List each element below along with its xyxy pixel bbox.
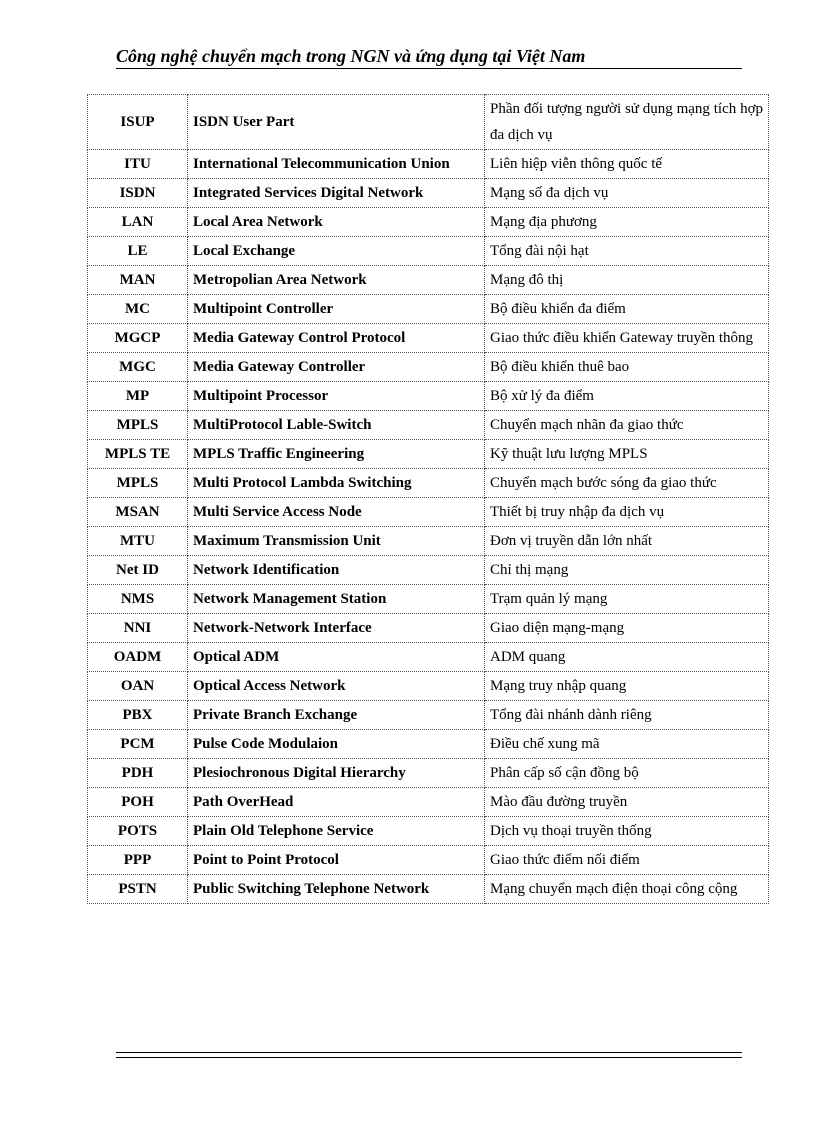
full-term-cell: Integrated Services Digital Network xyxy=(188,179,485,208)
vietnamese-meaning-cell: Giao thức điều khiển Gateway truyền thông xyxy=(485,324,769,353)
vietnamese-meaning-cell: Liên hiệp viễn thông quốc tế xyxy=(485,150,769,179)
vietnamese-meaning-cell: Bộ xử lý đa điểm xyxy=(485,382,769,411)
full-term-cell: Optical Access Network xyxy=(188,672,485,701)
table-row xyxy=(88,95,769,150)
abbreviation-cell: ITU xyxy=(88,150,188,179)
table-row xyxy=(88,237,769,266)
abbreviation-cell: MGC xyxy=(88,353,188,382)
full-term-cell: International Telecommunication Union xyxy=(188,150,485,179)
vietnamese-meaning-cell: Điều chế xung mã xyxy=(485,730,769,759)
abbreviation-cell: MP xyxy=(88,382,188,411)
table-row xyxy=(88,875,769,904)
vietnamese-meaning-cell: Giao diện mạng-mạng xyxy=(485,614,769,643)
vietnamese-meaning-cell: Tổng đài nội hạt xyxy=(485,237,769,266)
abbreviation-cell: OADM xyxy=(88,643,188,672)
vietnamese-meaning-cell: Mào đầu đường truyền xyxy=(485,788,769,817)
table-row xyxy=(88,266,769,295)
abbreviation-cell: MGCP xyxy=(88,324,188,353)
table-row xyxy=(88,730,769,759)
table-row xyxy=(88,353,769,382)
abbreviation-cell: POH xyxy=(88,788,188,817)
full-term-cell: Multi Service Access Node xyxy=(188,498,485,527)
abbreviation-cell: MTU xyxy=(88,527,188,556)
abbreviation-cell: MPLS xyxy=(88,411,188,440)
table-row xyxy=(88,614,769,643)
abbreviation-cell: MSAN xyxy=(88,498,188,527)
full-term-cell: Optical ADM xyxy=(188,643,485,672)
abbreviation-cell: MPLS xyxy=(88,469,188,498)
vietnamese-meaning-cell: Chuyển mạch nhãn đa giao thức xyxy=(485,411,769,440)
table-row xyxy=(88,643,769,672)
full-term-cell: Media Gateway Control Protocol xyxy=(188,324,485,353)
vietnamese-meaning-cell: Mạng địa phương xyxy=(485,208,769,237)
full-term-cell: Metropolian Area Network xyxy=(188,266,485,295)
vietnamese-meaning-cell: Thiết bị truy nhập đa dịch vụ xyxy=(485,498,769,527)
abbreviation-cell: MC xyxy=(88,295,188,324)
page-header xyxy=(116,44,742,68)
table-row xyxy=(88,208,769,237)
full-term-cell: Public Switching Telephone Network xyxy=(188,875,485,904)
table-row xyxy=(88,788,769,817)
table-row xyxy=(88,324,769,353)
full-term-cell: Path OverHead xyxy=(188,788,485,817)
vietnamese-meaning-cell: Phân cấp số cận đồng bộ xyxy=(485,759,769,788)
full-term-cell: Network Identification xyxy=(188,556,485,585)
full-term-cell: Network-Network Interface xyxy=(188,614,485,643)
full-term-cell: MultiProtocol Lable-Switch xyxy=(188,411,485,440)
vietnamese-meaning-cell: Mạng chuyển mạch điện thoại công cộng xyxy=(485,875,769,904)
vietnamese-meaning-cell: Chuyển mạch bước sóng đa giao thức xyxy=(485,469,769,498)
full-term-cell: MPLS Traffic Engineering xyxy=(188,440,485,469)
abbreviation-cell: ISDN xyxy=(88,179,188,208)
full-term-cell: Point to Point Protocol xyxy=(188,846,485,875)
vietnamese-meaning-cell: Đơn vị truyền dẫn lớn nhất xyxy=(485,527,769,556)
table-row xyxy=(88,701,769,730)
abbreviation-cell: PPP xyxy=(88,846,188,875)
full-term-cell: Private Branch Exchange xyxy=(188,701,485,730)
abbreviation-cell: NNI xyxy=(88,614,188,643)
vietnamese-meaning-cell: Bộ điều khiển thuê bao xyxy=(485,353,769,382)
full-term-cell: Network Management Station xyxy=(188,585,485,614)
table-row xyxy=(88,556,769,585)
full-term-cell: Local Exchange xyxy=(188,237,485,266)
full-term-cell: Maximum Transmission Unit xyxy=(188,527,485,556)
footer-divider xyxy=(116,1052,742,1058)
abbreviation-cell: MAN xyxy=(88,266,188,295)
abbreviation-cell: POTS xyxy=(88,817,188,846)
table-row xyxy=(88,672,769,701)
table-row xyxy=(88,846,769,875)
abbreviation-cell: PBX xyxy=(88,701,188,730)
full-term-cell: Media Gateway Controller xyxy=(188,353,485,382)
vietnamese-meaning-cell: Phần đối tượng người sử dụng mạng tích hợp đa dịch vụ xyxy=(485,95,769,150)
vietnamese-meaning-cell: Chỉ thị mạng xyxy=(485,556,769,585)
abbreviation-cell: NMS xyxy=(88,585,188,614)
vietnamese-meaning-cell: Giao thức điểm nối điểm xyxy=(485,846,769,875)
abbreviation-table-body xyxy=(88,95,769,904)
table-row xyxy=(88,527,769,556)
vietnamese-meaning-cell: Mạng số đa dịch vụ xyxy=(485,179,769,208)
abbreviation-cell: Net ID xyxy=(88,556,188,585)
vietnamese-meaning-cell: Trạm quản lý mạng xyxy=(485,585,769,614)
table-row xyxy=(88,150,769,179)
full-term-cell: Multi Protocol Lambda Switching xyxy=(188,469,485,498)
table-row xyxy=(88,759,769,788)
abbreviation-cell: PCM xyxy=(88,730,188,759)
table-row xyxy=(88,469,769,498)
table-row xyxy=(88,440,769,469)
table-row xyxy=(88,498,769,527)
table-row xyxy=(88,179,769,208)
full-term-cell: Multipoint Processor xyxy=(188,382,485,411)
table-row xyxy=(88,295,769,324)
abbreviation-table xyxy=(87,94,769,904)
abbreviation-cell: PDH xyxy=(88,759,188,788)
table-row xyxy=(88,382,769,411)
vietnamese-meaning-cell: Dịch vụ thoại truyền thống xyxy=(485,817,769,846)
vietnamese-meaning-cell: Mạng truy nhập quang xyxy=(485,672,769,701)
full-term-cell: Plesiochronous Digital Hierarchy xyxy=(188,759,485,788)
header-divider xyxy=(116,68,742,69)
abbreviation-cell: PSTN xyxy=(88,875,188,904)
abbreviation-cell: LE xyxy=(88,237,188,266)
table-row xyxy=(88,817,769,846)
abbreviation-cell: MPLS TE xyxy=(88,440,188,469)
full-term-cell: Plain Old Telephone Service xyxy=(188,817,485,846)
table-row xyxy=(88,411,769,440)
document-title: Công nghệ chuyển mạch trong NGN và ứng dụng tại Việt Nam xyxy=(116,46,586,66)
abbreviation-cell: OAN xyxy=(88,672,188,701)
full-term-cell: Multipoint Controller xyxy=(188,295,485,324)
vietnamese-meaning-cell: ADM quang xyxy=(485,643,769,672)
vietnamese-meaning-cell: Mạng đô thị xyxy=(485,266,769,295)
full-term-cell: Pulse Code Modulaion xyxy=(188,730,485,759)
full-term-cell: Local Area Network xyxy=(188,208,485,237)
vietnamese-meaning-cell: Tổng đài nhánh dành riêng xyxy=(485,701,769,730)
full-term-cell: ISDN User Part xyxy=(188,95,485,150)
vietnamese-meaning-cell: Kỹ thuật lưu lượng MPLS xyxy=(485,440,769,469)
table-row xyxy=(88,585,769,614)
vietnamese-meaning-cell: Bộ điều khiển đa điểm xyxy=(485,295,769,324)
abbreviation-cell: ISUP xyxy=(88,95,188,150)
abbreviation-cell: LAN xyxy=(88,208,188,237)
